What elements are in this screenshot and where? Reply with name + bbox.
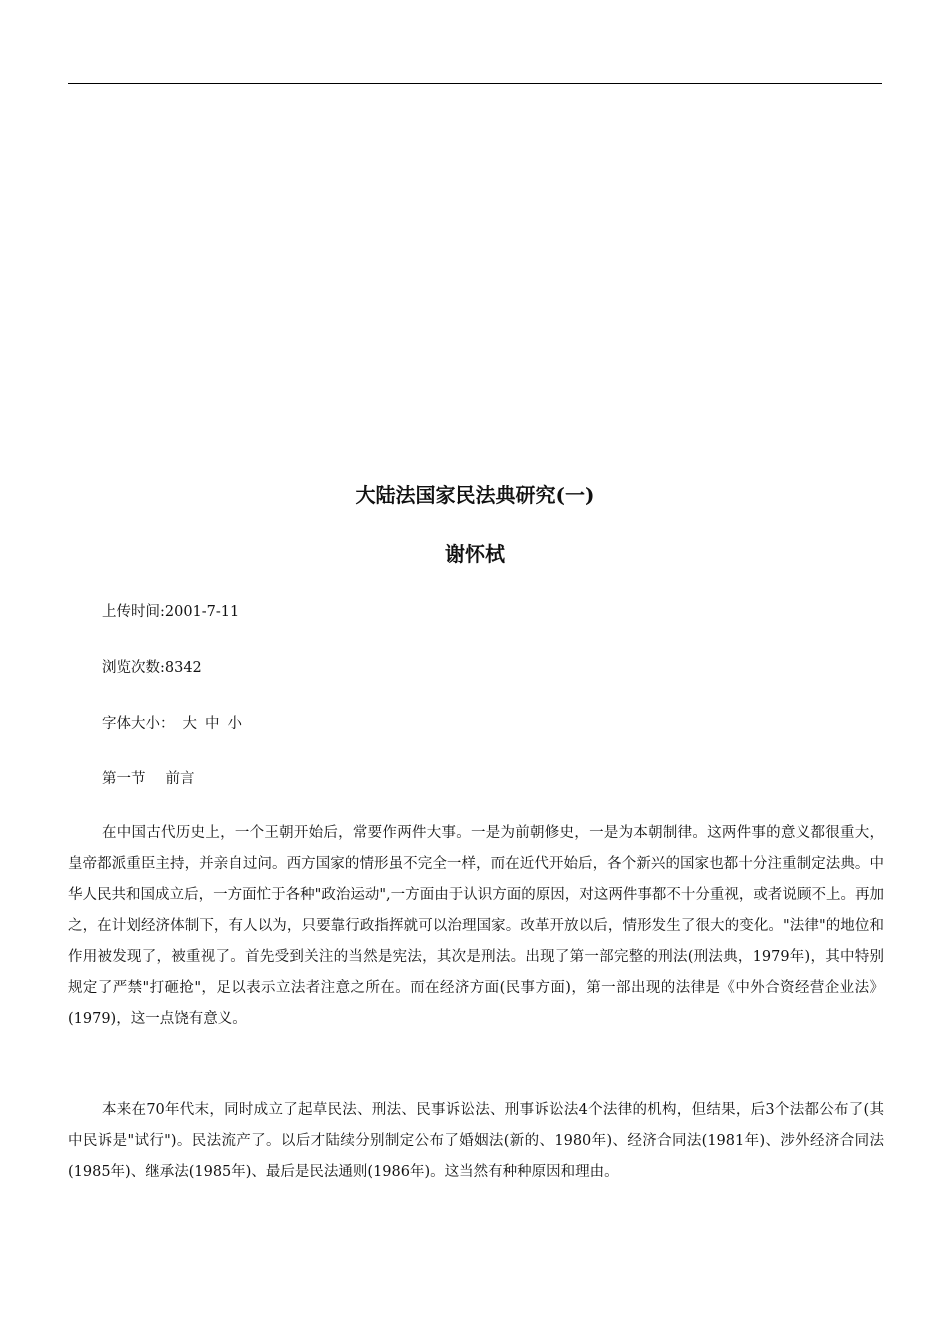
font-size-control bbox=[102, 712, 242, 736]
section-number: 第一节 bbox=[102, 771, 146, 787]
document-title: 大陆法国家民法典研究(一) bbox=[355, 483, 595, 507]
font-size-label: 字体大小： bbox=[102, 716, 175, 732]
body-paragraph: 在中国古代历史上，一个王朝开始后，常要作两件大事。一是为前朝修史，一是为本朝制律。这两件事的意义都很重大，皇帝都派重臣主持，并亲自过问。西方国家的情形虽不完全一样，而在近代开始后，各个新兴的国家也都十分注重制定法典。中华人民共和国成立后，一方面忙于各种"政治运动",一方面由于认识方面的原因，对这两件事都不十分重视，或者说顾不上。再加之，在计划经济体制下，有人以为，只要靠行政指挥就可以治理国家。改革开放以后，情形发生了很大的变化。"法律"的地位和作用被发现了，被重视了。首先受到关注的当然是宪法，其次是刑法。出现了第一部完整的刑法(刑法典，1979年)，其中特别规定了严禁"打砸抢"，足以表示立法者注意之所在。而在经济方面(民事方面)，第一部出现的法律是《中外合资经营企业法》(1979)，这一点饶有意义。 bbox=[68, 825, 884, 1027]
font-size-large-link[interactable]: 大 bbox=[182, 716, 197, 732]
header-rule bbox=[68, 83, 882, 84]
font-size-medium-link[interactable]: 中 bbox=[205, 716, 220, 732]
font-size-small-link[interactable]: 小 bbox=[227, 716, 242, 732]
view-count: 浏览次数:8342 bbox=[102, 660, 202, 676]
section-title: 前言 bbox=[165, 771, 195, 787]
upload-time: 上传时间:2001-7-11 bbox=[102, 604, 240, 620]
document-author: 谢怀栻 bbox=[445, 542, 505, 566]
body-paragraph: 本来在70年代末，同时成立了起草民法、刑法、民事诉讼法、刑事诉讼法4个法律的机构，但结果，后3个法都公布了(其中民诉是"试行")。民法流产了。以后才陆续分别制定公布了婚姻法(新的、1980年)、经济合同法(1981年)、涉外经济合同法(1985年)、继承法(1985年)、最后是民法通则(1986年)。这当然有种种原因和理由。 bbox=[68, 1102, 884, 1180]
section-heading bbox=[102, 767, 195, 791]
